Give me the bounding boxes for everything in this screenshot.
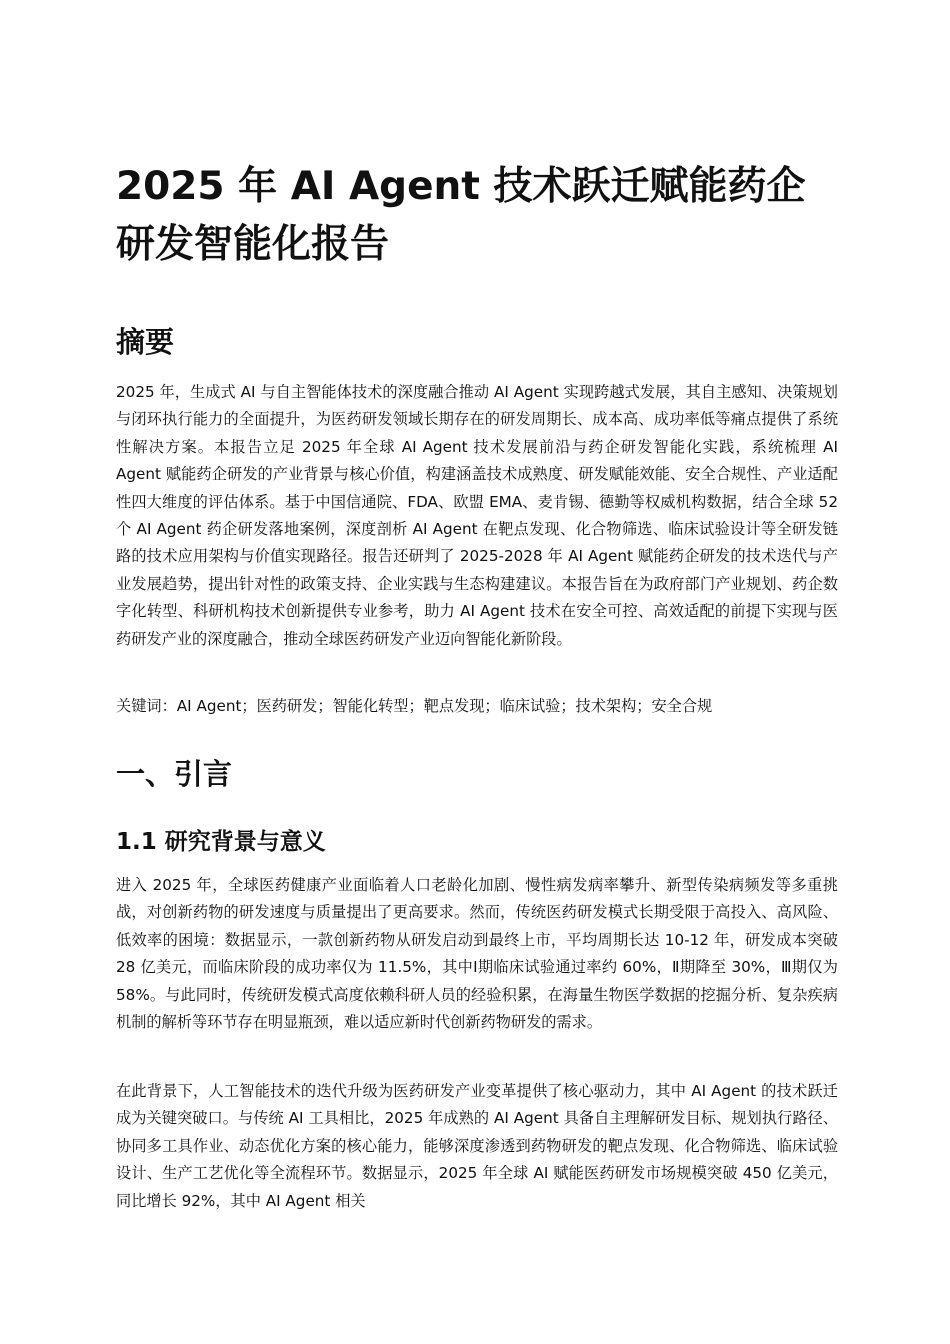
subsection-1-1-heading: 1.1 研究背景与意义	[116, 829, 326, 855]
section-1-heading: 一、引言	[116, 757, 233, 791]
document-title: 2025 年 AI Agent 技术跃迁赋能药企研发智能化报告	[116, 164, 806, 267]
abstract-body: 2025 年，生成式 AI 与自主智能体技术的深度融合推动 AI Agent 实现跨越式发展，其自主感知、决策规划与闭环执行能力的全面提升，为医药研发领域长期存在的研发周期长、成本高、成功率低等痛点提供了系统性解决方案。本报告立足 2025 年全球 AI Agent 技术发展前沿与药企研发智能化实践，系统梳理 AI Agent 赋能药企研发的产业背景与核心价值，构建涵盖技术成熟度、研发赋能效能、安全合规性、产业适配性四大维度的评估体系。基于中国信通院、FDA、欧盟 EMA、麦肯锡、德勤等权威机构数据，结合全球 52 个 AI Agent 药企研发落地案例，深度剖析 AI Agent 在靶点发现、化合物筛选、临床试验设计等全研发链路的技术应用架构与价值实现路径。报告还研判了 2025-2028 年 AI Agent 赋能药企研发的技术迭代与产业发展趋势，提出针对性的政策支持、企业实践与生态构建建议。本报告旨在为政府部门产业规划、药企数字化转型、科研机构技术创新提供专业参考，助力 AI Agent 技术在安全可控、高效适配的前提下实现与医药研发产业的深度融合，推动全球医药研发产业迈向智能化新阶段。	[116, 383, 838, 648]
section-1-1-paragraph-2: 在此背景下，人工智能技术的迭代升级为医药研发产业变革提供了核心驱动力，其中 AI Agent 的技术跃迁成为关键突破口。与传统 AI 工具相比，2025 年成熟的 AI Agent 具备自主理解研发目标、规划执行路径、协同多工具作业、动态优化方案的核心能力，能够深度渗透到药物研发的靶点发现、化合物筛选、临床试验设计、生产工艺优化等全流程环节。数据显示，2025 年全球 AI 赋能医药研发市场规模突破 450 亿美元，同比增长 92%，其中 AI Agent 相关	[116, 1082, 838, 1210]
keywords-line: 关键词：AI Agent；医药研发；智能化转型；靶点发现；临床试验；技术架构；安全合规	[116, 697, 713, 715]
section-1-1-paragraph-1: 进入 2025 年，全球医药健康产业面临着人口老龄化加剧、慢性病发病率攀升、新型传染病频发等多重挑战，对创新药物的研发速度与质量提出了更高要求。然而，传统医药研发模式长期受限于高投入、高风险、低效率的困境：数据显示，一款创新药物从研发启动到最终上市，平均周期长达 10-12 年，研发成本突破 28 亿美元，而临床阶段的成功率仅为 11.5%，其中Ⅰ期临床试验通过率约 60%，Ⅱ期降至 30%，Ⅲ期仅为 58%。与此同时，传统研发模式高度依赖科研人员的经验积累，在海量生物医学数据的挖掘分析、复杂疾病机制的解析等环节存在明显瓶颈，难以适应新时代创新药物研发的需求。	[116, 876, 838, 1032]
abstract-heading: 摘要	[116, 325, 175, 359]
